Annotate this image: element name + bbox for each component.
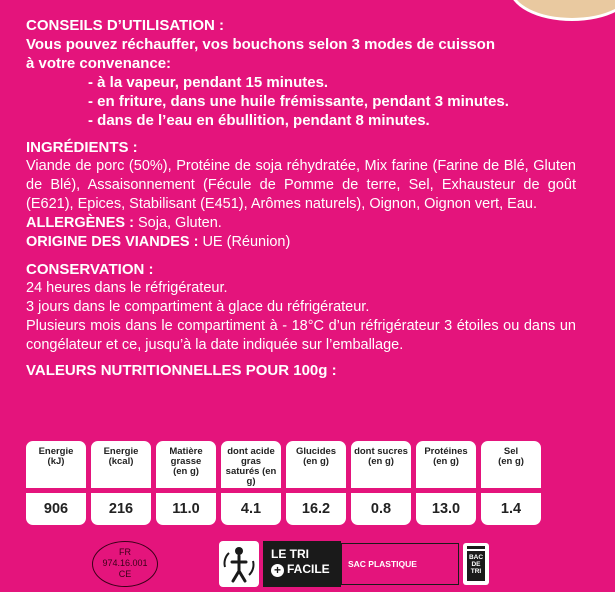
allergens-label: ALLERGÈNES : bbox=[26, 215, 134, 231]
nutrition-header-cell: Matière grasse (en g) bbox=[156, 441, 216, 488]
ingredients-text: Viande de porc (50%), Protéine de soja réhydratée, Mix farine (Farine de Blé, Gluten de Blé), Assaisonnement (Fécule de Pomme de terre, Sel, Exhausteur de goût (E621), Epices, Stabilisant (E451), Arômes naturels), Oignon, Oignon vert, Eau. bbox=[26, 158, 576, 212]
conservation-line1: 24 heures dans le réfrigérateur. bbox=[26, 280, 228, 296]
nutrition-header-cell: Glucides (en g) bbox=[286, 441, 346, 488]
packaging-type: SAC PLASTIQUE bbox=[341, 543, 459, 585]
plus-icon: + bbox=[271, 564, 284, 577]
le-tri-facile-logo: LE TRI + FACILE bbox=[263, 541, 341, 587]
nutrition-header-cell: dont sucres (en g) bbox=[351, 441, 411, 488]
nutrition-header-cell: dont acide gras saturés (en g) bbox=[221, 441, 281, 488]
nutrition-value-row bbox=[26, 493, 541, 525]
conservation-line2: 3 jours dans le compartiment à glace du réfrigérateur. bbox=[26, 299, 370, 315]
nutrition-header-cell: Energie (kcal) bbox=[91, 441, 151, 488]
usage-mode-boil: - dans de l’eau en ébullition, pendant 8 minutes. bbox=[88, 112, 430, 129]
origin-value: UE (Réunion) bbox=[198, 234, 291, 250]
nutrition-value-cell: 216 bbox=[91, 493, 151, 525]
usage-mode-fry: - en friture, dans une huile frémissante, pendant 3 minutes. bbox=[88, 93, 509, 110]
nutrition-value-cell: 11.0 bbox=[156, 493, 216, 525]
usage-mode-steam: - à la vapeur, pendant 15 minutes. bbox=[88, 74, 329, 91]
recycling-info bbox=[219, 541, 495, 587]
nutrition-value-cell: 0.8 bbox=[351, 493, 411, 525]
allergens-line bbox=[26, 214, 576, 233]
nutrition-value-cell: 16.2 bbox=[286, 493, 346, 525]
nutrition-title: VALEURS NUTRITIONNELLES POUR 100g : bbox=[26, 362, 337, 379]
usage-title: CONSEILS D’UTILISATION : bbox=[26, 17, 225, 34]
nutrition-value-cell: 13.0 bbox=[416, 493, 476, 525]
origin-label: ORIGINE DES VIANDES : bbox=[26, 234, 199, 250]
recycling-bin-icon: BAC DE TRI bbox=[463, 543, 489, 585]
usage-intro-line2: à votre convenance: bbox=[26, 55, 172, 72]
nutrition-header-cell: Sel (en g) bbox=[481, 441, 541, 488]
nutrition-table bbox=[21, 441, 546, 525]
nutrition-header-cell: Protéines (en g) bbox=[416, 441, 476, 488]
nutrition-value-cell: 1.4 bbox=[481, 493, 541, 525]
conservation-line3: Plusieurs mois dans le compartiment à - 18°C d’un réfrigérateur 3 étoiles ou dans un congélateur et ce, jusqu’à la date indiquée sur l’emballage. bbox=[26, 318, 576, 353]
nutrition-header-cell: Energie (kJ) bbox=[26, 441, 86, 488]
health-mark-oval: FR 974.16.001 CE bbox=[92, 541, 158, 587]
nutrition-value-cell: 4.1 bbox=[221, 493, 281, 525]
ingredients-title: INGRÉDIENTS : bbox=[26, 139, 138, 156]
usage-intro-line1: Vous pouvez réchauffer, vos bouchons selon 3 modes de cuisson bbox=[26, 36, 495, 53]
allergens-value: Soja, Gluten. bbox=[133, 215, 222, 231]
nutrition-header-row bbox=[26, 441, 541, 488]
triman-icon bbox=[219, 541, 259, 587]
origin-line bbox=[26, 233, 576, 252]
nutrition-value-cell: 906 bbox=[26, 493, 86, 525]
label-text bbox=[26, 16, 576, 380]
conservation-title: CONSERVATION : bbox=[26, 261, 154, 278]
